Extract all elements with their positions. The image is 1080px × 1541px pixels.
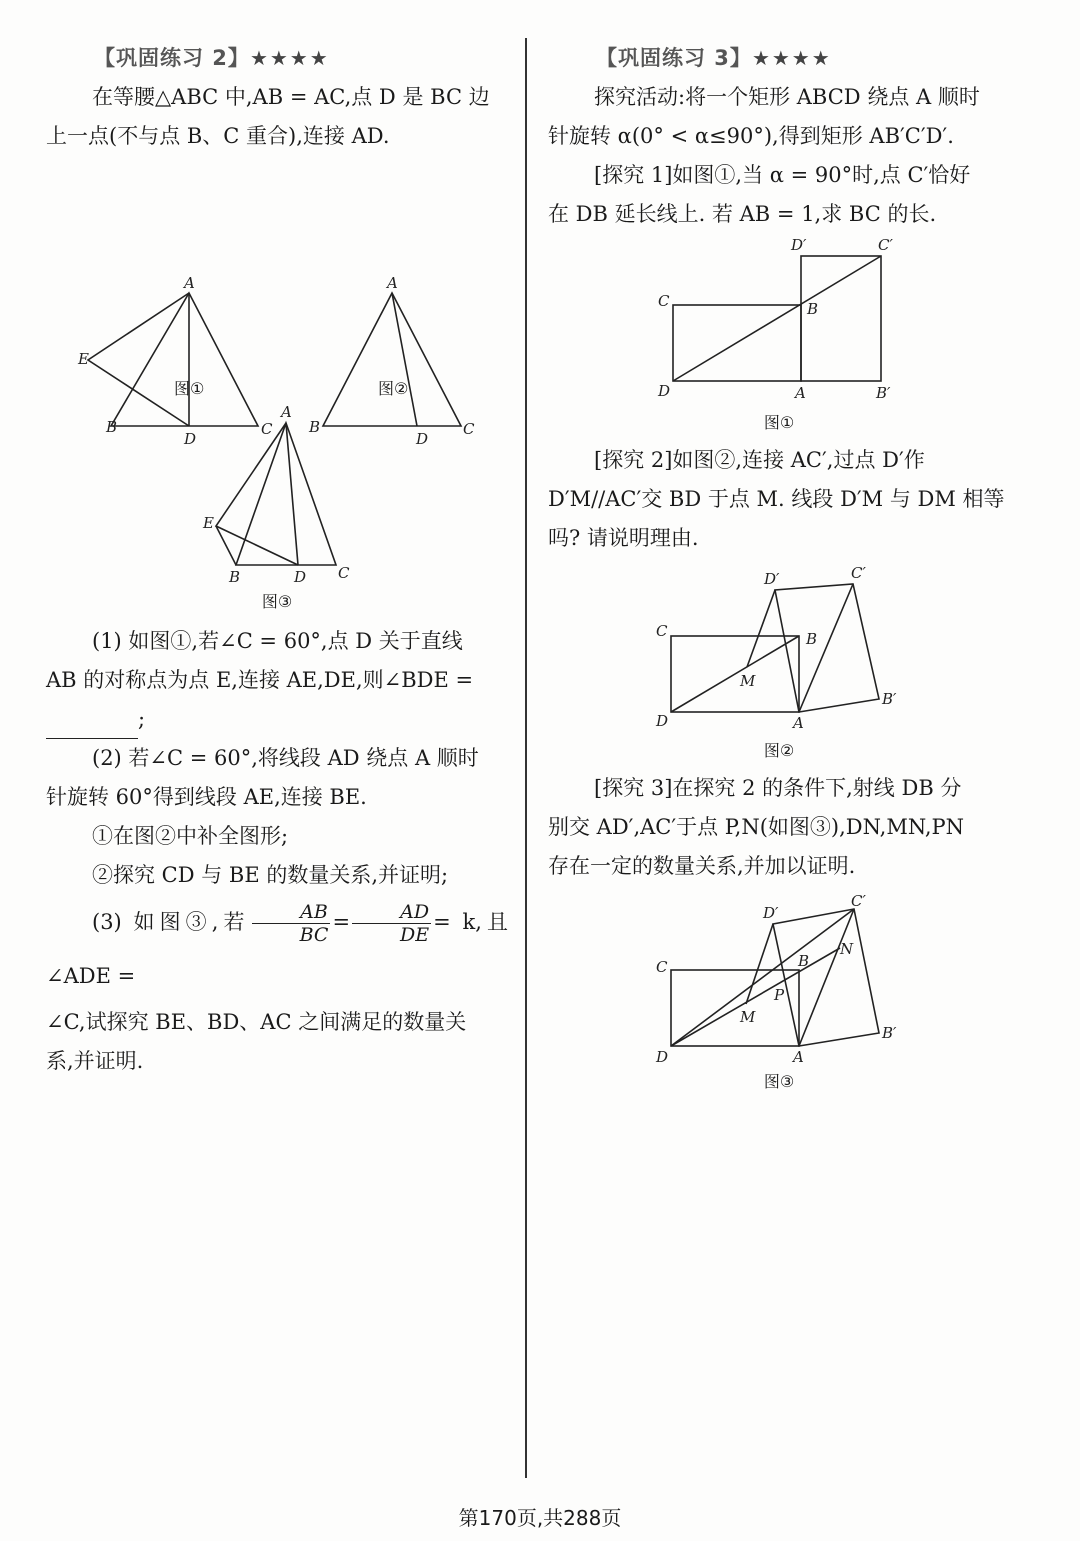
fig1-label-d: D <box>184 430 197 448</box>
r-fig2-label-a: A <box>793 714 804 732</box>
exercise-2-heading <box>94 42 508 72</box>
difficulty-stars: ★★★★ <box>751 46 832 70</box>
fig2-label-a: A <box>387 274 398 292</box>
difficulty-stars: ★★★★ <box>249 46 330 70</box>
r-fig1-label-c1: C′ <box>878 236 893 254</box>
r-fig3-label-d1: D′ <box>763 904 779 922</box>
rectangle-figure-2 <box>548 564 1010 736</box>
answer-blank[interactable] <box>46 714 138 739</box>
fig3-label-c: C <box>338 564 350 582</box>
r-fig3-label-b: B <box>798 952 810 970</box>
question-2-part-2: ②探究 CD 与 BE 的数量关系,并证明; <box>92 863 449 887</box>
r-fig3-label-b1: B′ <box>882 1024 897 1042</box>
fig2-label-c: C <box>463 420 475 438</box>
fig3-label-d: D <box>294 568 307 586</box>
fig3-label-a: A <box>281 403 292 421</box>
explore-2-line-1: [探究 2]如图②,连接 AC′,过点 D′作 <box>594 448 925 472</box>
r-fig2-label-b: B <box>806 630 818 648</box>
r-fig3-label-a: A <box>793 1048 804 1066</box>
question-3-line-1: (3) 如图③,若 $\frac{AB}{BC}$ = $\frac{AD}{DE}$ = k,且∠ADE = <box>46 901 508 988</box>
explore-3-line-3: 存在一定的数量关系,并加以证明. <box>548 854 856 878</box>
r-fig3-label-c1: C′ <box>851 892 866 910</box>
fraction-ad-de: $\frac{AD}{DE}$ <box>352 901 431 946</box>
fig3-caption: 图③ <box>261 592 293 611</box>
fig3-label-b: B <box>229 568 241 586</box>
r-fig1-label-b1: B′ <box>876 384 891 402</box>
fig1-caption: 图① <box>174 379 205 398</box>
rectangle-figure-1 <box>548 238 1010 406</box>
fig3-label-e: E <box>203 514 214 532</box>
explore-3-line-1: [探究 3]在探究 2 的条件下,射线 DB 分 <box>594 776 962 800</box>
explore-1-line-1: [探究 1]如图①,当 α = 90°时,点 C′恰好 <box>594 163 971 187</box>
fraction-ab-bc: $\frac{AB}{BC}$ <box>252 901 331 946</box>
intro-line-1: 在等腰△ABC 中,AB = AC,点 D 是 BC 边 <box>92 85 490 109</box>
r-fig3-label-d: D <box>656 1048 669 1066</box>
question-2-part-1: ①在图②中补全图形; <box>92 824 289 848</box>
fig1-label-a: A <box>184 274 195 292</box>
question-1-line-3: ; <box>46 700 508 739</box>
fig2-label-b: B <box>309 418 321 436</box>
question-2-line-2: 针旋转 60°得到线段 AE,连接 BE. <box>46 785 367 809</box>
question-1-line-2: AB 的对称点为点 E,连接 AE,DE,则∠BDE = <box>46 668 474 692</box>
r-fig2-label-d1: D′ <box>764 570 780 588</box>
fig1-label-e: E <box>78 350 89 368</box>
fig2-label-d: D <box>416 430 429 448</box>
question-1-line-1: (1) 如图①,若∠C = 60°,点 D 关于直线 <box>92 629 463 653</box>
left-column <box>46 38 508 1081</box>
exercise-3-heading <box>596 42 1010 72</box>
intro-line-2: 上一点(不与点 B、C 重合),连接 AD. <box>46 124 390 148</box>
r-fig2-label-c: C <box>656 622 668 640</box>
question-3-line-3: 系,并证明. <box>46 1049 144 1073</box>
r-fig3-label-c: C <box>656 958 668 976</box>
r-fig3-label-p: P <box>774 986 785 1004</box>
exercise-2-title: 【巩固练习 2】 <box>94 46 250 70</box>
fig1-label-c: C <box>261 420 273 438</box>
r-fig1-label-b: B <box>807 300 819 318</box>
r-fig1-label-d1: D′ <box>791 236 807 254</box>
r-fig2-label-c1: C′ <box>851 564 866 582</box>
explore-1-line-2: 在 DB 延长线上. 若 AB = 1,求 BC 的长. <box>548 202 937 226</box>
r-fig1-label-d: D <box>658 382 671 400</box>
r-fig1-label-a: A <box>795 384 806 402</box>
page-footer: 第170页,共288页 <box>458 1506 622 1530</box>
r-fig3-label-n: N <box>840 940 854 958</box>
rectangle-figure-3 <box>548 892 1010 1067</box>
fig1-label-b: B <box>106 418 118 436</box>
r-fig3-label-m: M <box>740 1008 756 1026</box>
fig2-caption: 图② <box>378 379 409 398</box>
question-3-line-2: ∠C,试探究 BE、BD、AC 之间满足的数量关 <box>46 1010 467 1034</box>
r-fig2-caption: 图② <box>763 741 795 760</box>
exercise-3-title: 【巩固练习 3】 <box>596 46 752 70</box>
r-fig1-caption: 图① <box>763 413 795 432</box>
r-fig3-caption: 图③ <box>763 1072 795 1091</box>
r-fig2-label-m: M <box>740 672 756 690</box>
explore-2-line-2: D′M//AC′交 BD 于点 M. 线段 D′M 与 DM 相等 <box>548 487 1005 511</box>
column-divider <box>525 38 527 1478</box>
intro-line-1: 探究活动:将一个矩形 ABCD 绕点 A 顺时 <box>594 85 980 109</box>
intro-line-2: 针旋转 α(0° < α≤90°),得到矩形 AB′C′D′. <box>548 124 954 148</box>
explore-2-line-3: 吗? 请说明理由. <box>548 526 699 550</box>
r-fig2-label-d: D <box>656 712 669 730</box>
explore-3-line-2: 别交 AD′,AC′于点 P,N(如图③),DN,MN,PN <box>548 815 965 839</box>
r-fig2-label-b1: B′ <box>882 690 897 708</box>
question-2-line-1: (2) 若∠C = 60°,将线段 AD 绕点 A 顺时 <box>92 746 479 770</box>
r-fig1-label-c: C <box>658 292 670 310</box>
right-column <box>548 38 1010 1092</box>
